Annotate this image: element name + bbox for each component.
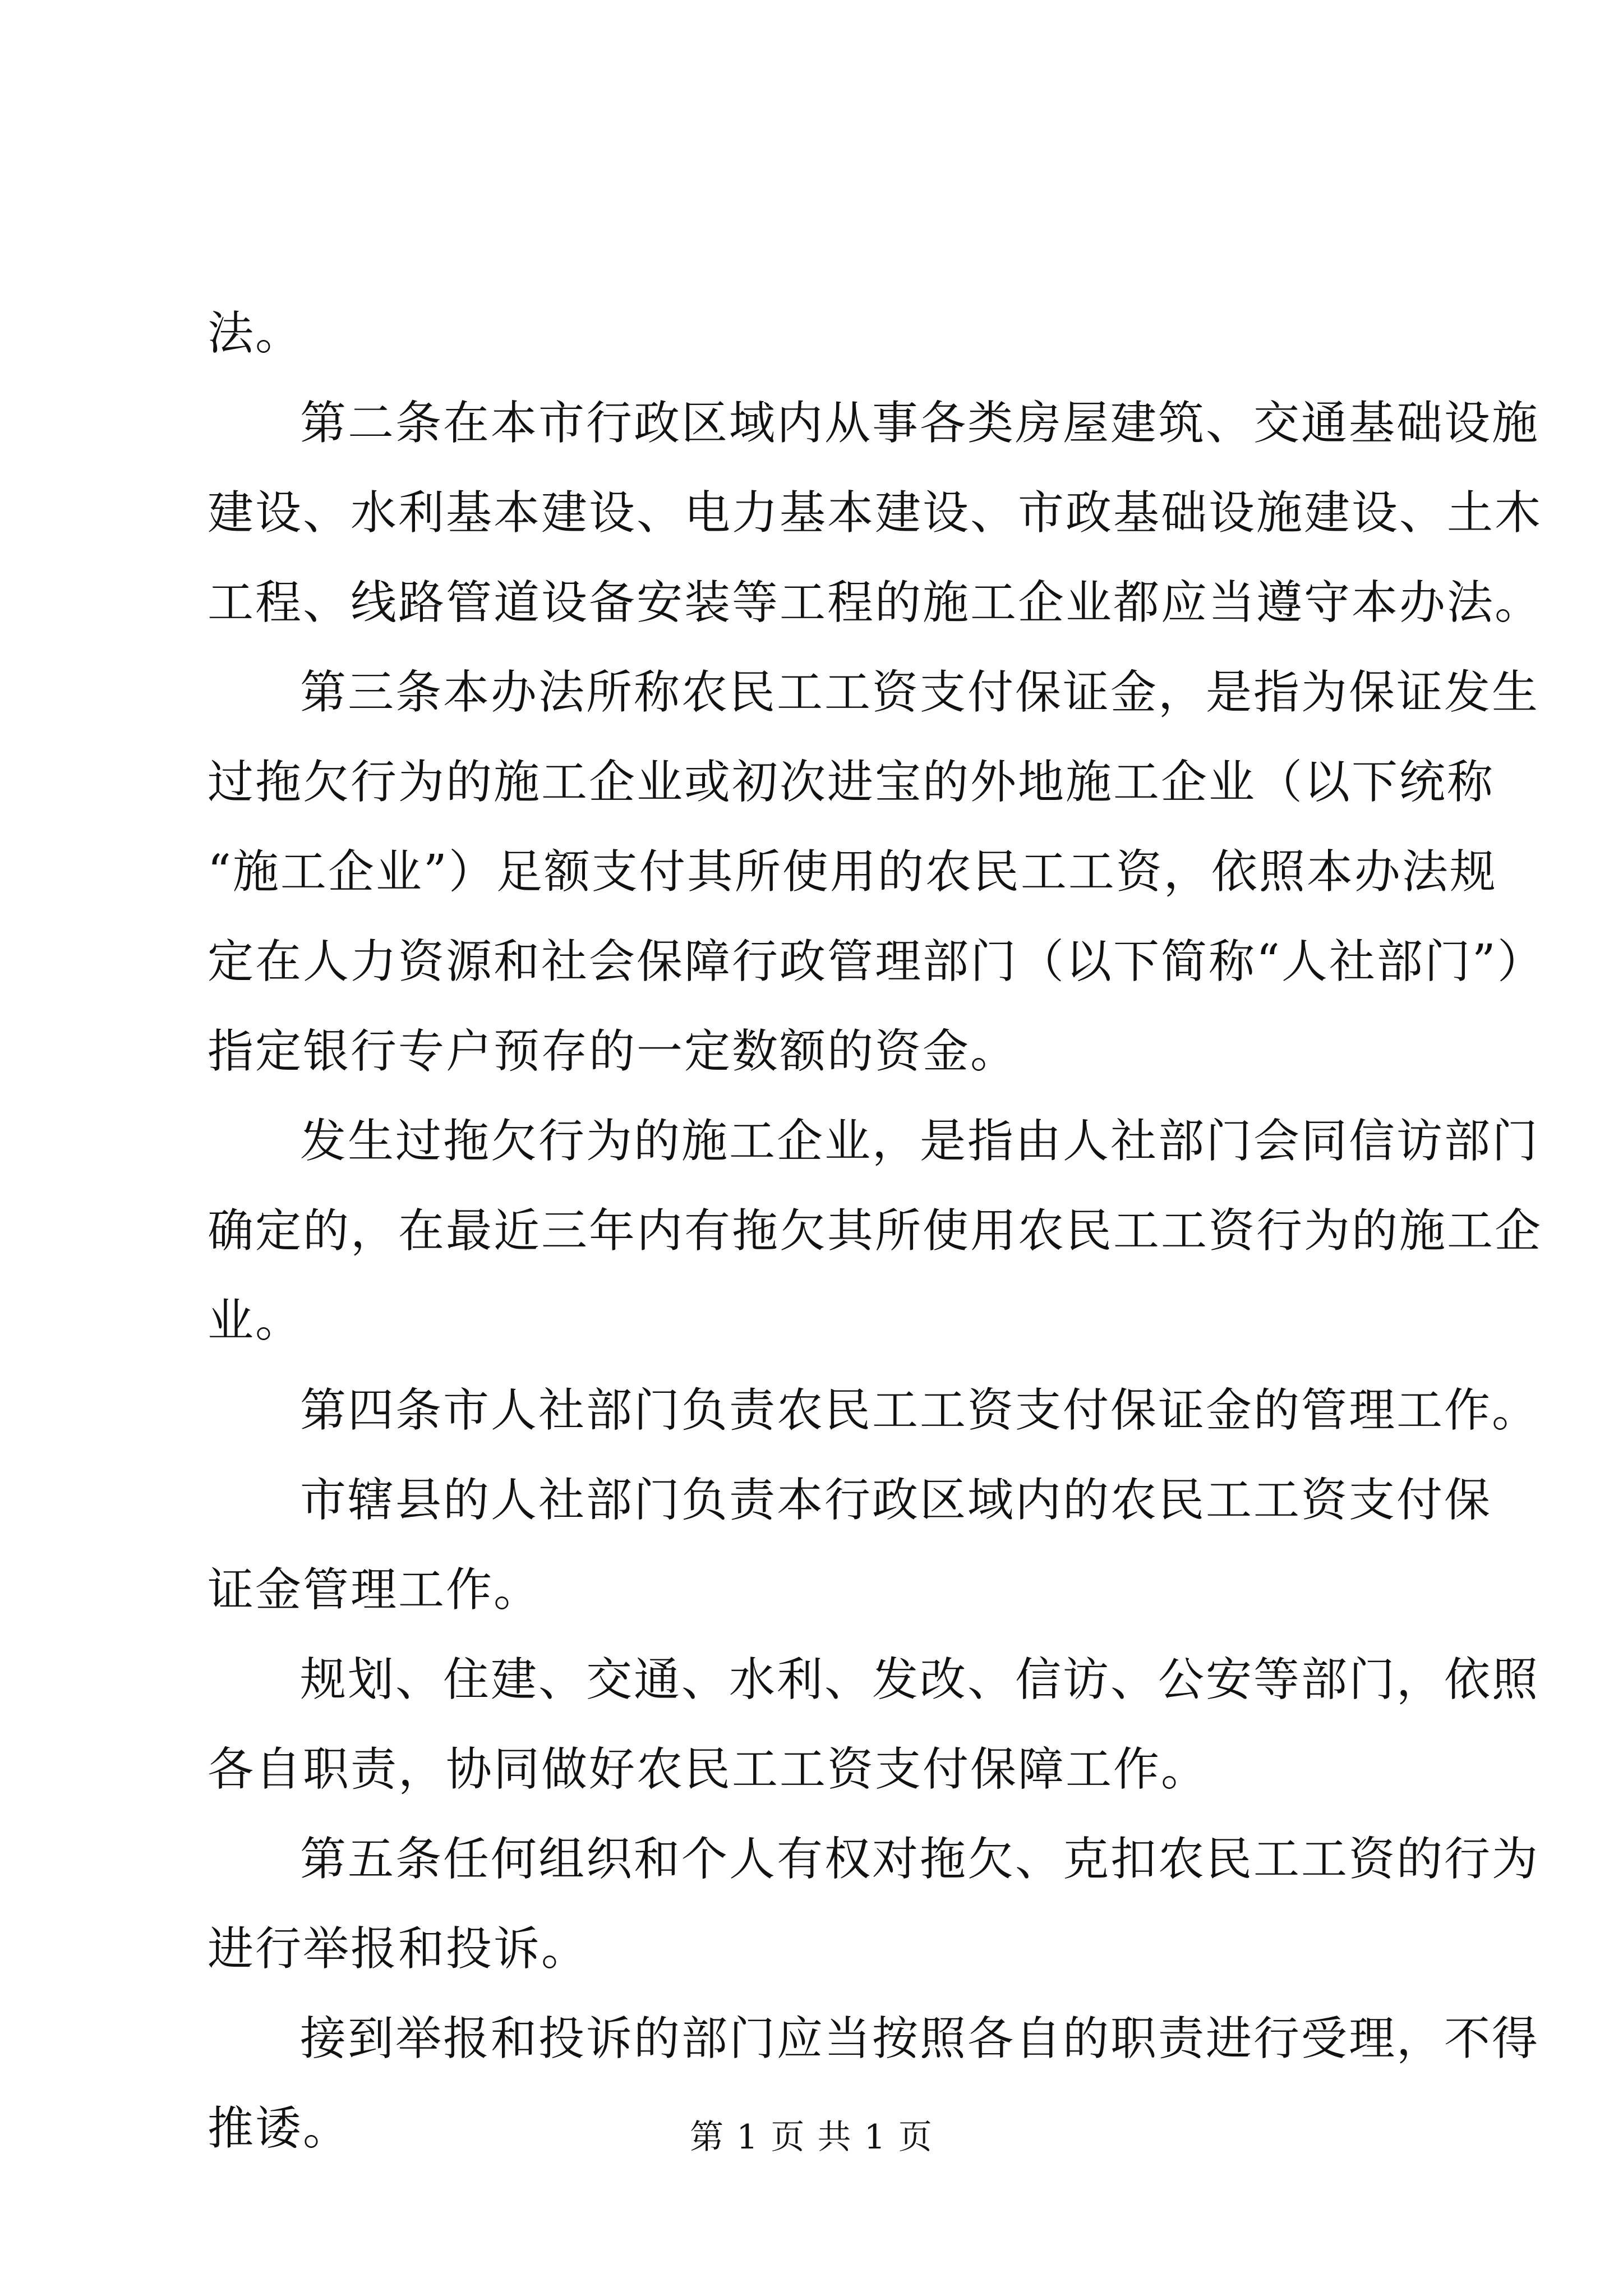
text-line: 第三条本办法所称农民工工资支付保证金，是指为保证发生: [300, 666, 1540, 719]
text-line: 确定的，在最近三年内有拖欠其所使用农民工工资行为的施工企: [208, 1204, 1543, 1258]
text-line: 发生过拖欠行为的施工企业，是指由人社部门会同信访部门: [300, 1115, 1540, 1168]
text-line: 第五条任何组织和个人有权对拖欠、克扣农民工工资的行为: [300, 1833, 1540, 1886]
text-line: 证金管理工作。: [208, 1563, 542, 1617]
text-line: 第二条在本市行政区域内从事各类房屋建筑、交通基础设施: [300, 397, 1540, 450]
text-line: 第四条市人社部门负责农民工工资支付保证金的管理工作。: [300, 1384, 1540, 1437]
document-body: [208, 289, 1545, 2174]
text-line: 定在人力资源和社会保障行政管理部门（以下简称“人社部门”）: [208, 935, 1545, 988]
text-line: 接到举报和投诉的部门应当按照各自的职责进行受理，不得: [300, 2012, 1540, 2065]
text-line: 市辖县的人社部门负责本行政区域内的农民工工资支付保: [300, 1474, 1492, 1527]
text-line: 规划、住建、交通、水利、发改、信访、公安等部门，依照: [300, 1653, 1540, 1706]
text-line: 工程、线路管道设备安装等工程的施工企业都应当遵守本办法。: [208, 576, 1543, 629]
page-footer: 第 1 页 共 1 页: [690, 2118, 933, 2157]
text-line: 进行举报和投诉。: [208, 1922, 589, 1976]
text-line: 法。: [208, 307, 303, 360]
text-line: “施工企业”）足额支付其所使用的农民工工资，依照本办法规: [208, 845, 1497, 899]
text-line: 各自职责，协同做好农民工工资支付保障工作。: [208, 1743, 1209, 1796]
text-line: 推诿。: [208, 2102, 351, 2155]
text-line: 业。: [208, 1294, 303, 1347]
text-line: 指定银行专户预存的一定数额的资金。: [208, 1025, 1018, 1078]
text-line: 过拖欠行为的施工企业或初次进宝的外地施工企业（以下统称: [208, 756, 1495, 809]
text-line: 建设、水利基本建设、电力基本建设、市政基础设施建设、土木: [208, 486, 1543, 540]
